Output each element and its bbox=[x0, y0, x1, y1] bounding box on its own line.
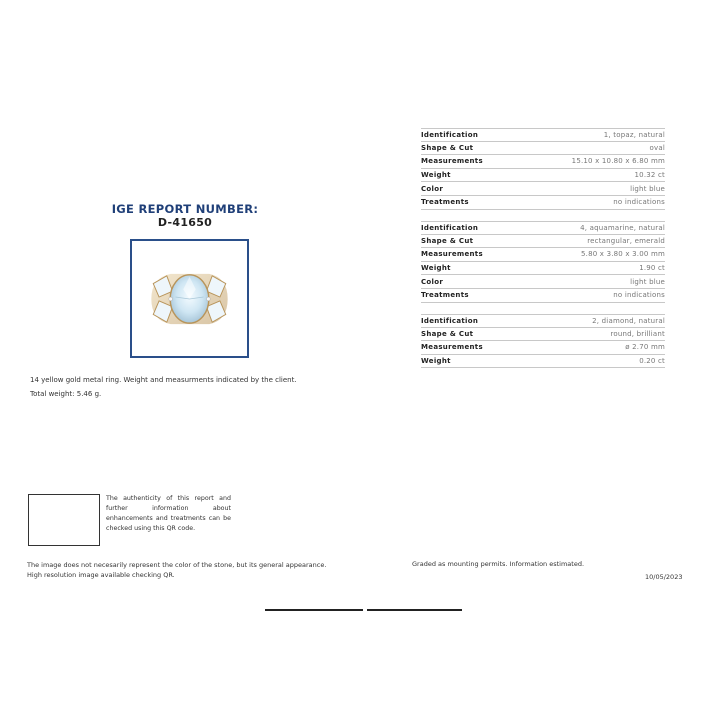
spec-value: round, brilliant bbox=[610, 329, 665, 338]
spec-value: 0.20 ct bbox=[639, 357, 665, 366]
spec-key: Measurements bbox=[421, 157, 483, 166]
qr-code-placeholder[interactable] bbox=[28, 494, 100, 546]
spec-row bbox=[421, 155, 665, 169]
spec-key: Shape & Cut bbox=[421, 236, 474, 245]
bottom-divider bbox=[367, 609, 462, 611]
spec-value: 1, topaz, natural bbox=[603, 130, 665, 139]
spec-row bbox=[421, 314, 665, 328]
spec-key: Identification bbox=[421, 223, 479, 232]
spec-value: oval bbox=[649, 143, 665, 152]
spec-value: rectangular, emerald bbox=[587, 236, 665, 245]
spec-table-diamond bbox=[421, 314, 665, 368]
spec-row bbox=[421, 262, 665, 276]
spec-table-aquamarine bbox=[421, 221, 665, 303]
image-disclaimer-line: The image does not necesarily represent the color of the stone, but its general appearance. bbox=[27, 561, 327, 569]
spec-value: 4, aquamarine, natural bbox=[580, 223, 665, 232]
report-title: IGE REPORT NUMBER: bbox=[111, 202, 259, 216]
spec-value: 1.90 ct bbox=[639, 264, 665, 273]
spec-value: no indications bbox=[613, 291, 665, 300]
spec-value: no indications bbox=[613, 198, 665, 207]
spec-key: Identification bbox=[421, 316, 479, 325]
spec-row bbox=[421, 169, 665, 183]
spec-row bbox=[421, 142, 665, 156]
spec-key: Color bbox=[421, 277, 444, 286]
spec-value: 15.10 x 10.80 x 6.80 mm bbox=[571, 157, 665, 166]
spec-key: Measurements bbox=[421, 250, 483, 259]
spec-row bbox=[421, 341, 665, 355]
spec-value: light blue bbox=[630, 277, 665, 286]
spec-key: Weight bbox=[421, 357, 451, 366]
report-number: D-41650 bbox=[157, 216, 213, 229]
ring-image bbox=[132, 241, 247, 356]
ring-photo bbox=[130, 239, 249, 358]
total-weight: Total weight: 5.46 g. bbox=[30, 390, 102, 398]
spec-row bbox=[421, 196, 665, 210]
spec-key: Shape & Cut bbox=[421, 329, 474, 338]
image-disclaimer-line: High resolution image available checking QR. bbox=[27, 571, 175, 579]
spec-row bbox=[421, 235, 665, 249]
spec-key: Color bbox=[421, 184, 444, 193]
qr-note: The authenticity of this report and further information about enhancements and treatments can be checked using this QR code. bbox=[106, 495, 231, 532]
spec-value: 10.32 ct bbox=[634, 171, 665, 180]
spec-value: ø 2.70 mm bbox=[625, 343, 665, 352]
spec-key: Shape & Cut bbox=[421, 143, 474, 152]
spec-key: Treatments bbox=[421, 291, 469, 300]
spec-row bbox=[421, 328, 665, 342]
spec-row bbox=[421, 289, 665, 303]
spec-row bbox=[421, 182, 665, 196]
spec-key: Weight bbox=[421, 171, 451, 180]
ring-description: 14 yellow gold metal ring. Weight and measurments indicated by the client. bbox=[30, 376, 297, 384]
spec-value: 2, diamond, natural bbox=[592, 316, 665, 325]
spec-row bbox=[421, 355, 665, 369]
report-date: 10/05/2023 bbox=[645, 573, 683, 581]
image-disclaimer bbox=[27, 560, 326, 580]
spec-row bbox=[421, 275, 665, 289]
spec-key: Treatments bbox=[421, 198, 469, 207]
spec-key: Measurements bbox=[421, 343, 483, 352]
spec-table-topaz bbox=[421, 128, 665, 210]
spec-row bbox=[421, 128, 665, 142]
spec-key: Weight bbox=[421, 264, 451, 273]
spec-row bbox=[421, 248, 665, 262]
spec-key: Identification bbox=[421, 130, 479, 139]
spec-row bbox=[421, 221, 665, 235]
graded-note: Graded as mounting permits. Information estimated. bbox=[412, 560, 585, 568]
spec-value: 5.80 x 3.80 x 3.00 mm bbox=[580, 250, 665, 259]
spec-value: light blue bbox=[630, 184, 665, 193]
bottom-divider bbox=[265, 609, 363, 611]
